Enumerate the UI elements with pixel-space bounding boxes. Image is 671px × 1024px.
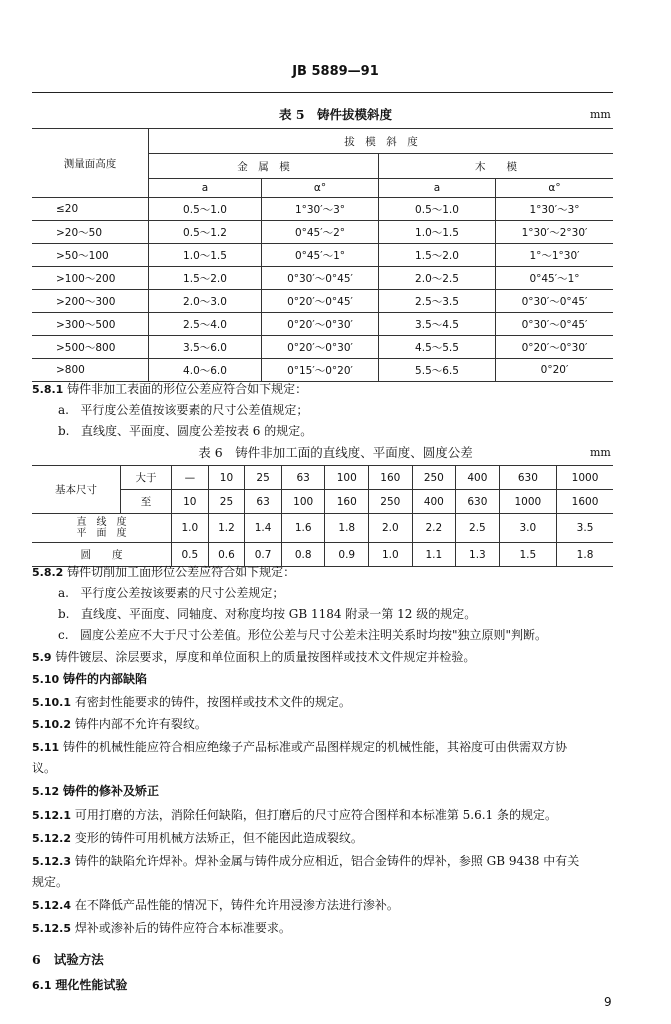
- table6-base-size: 基本尺寸: [32, 466, 121, 514]
- table5-cell: >50～100: [32, 244, 149, 267]
- table5-cell: 0°20′～0°30′: [496, 336, 614, 359]
- clause-5-9: [32, 648, 622, 667]
- table-row: [32, 221, 613, 244]
- table6-cell: 250: [412, 466, 456, 490]
- document-header: JB 5889—91: [292, 64, 379, 79]
- table6-cell: 1.0: [172, 514, 209, 543]
- table6-flat-label-2: 平 面 度: [76, 528, 127, 539]
- table5-cell: 1.0～1.5: [379, 221, 496, 244]
- header-rule: [32, 92, 613, 93]
- table6-cell: 1.8: [557, 543, 613, 567]
- item-label: b.: [58, 424, 70, 438]
- table-row: [32, 198, 613, 221]
- table5-cell: 0°20′: [496, 359, 614, 382]
- section-6: [32, 950, 104, 968]
- table6-cell: 630: [499, 466, 556, 490]
- clause-text: 铸件的缺陷允许焊补。焊补金属与铸件成分应相近，铝合金铸件的焊补，参照 GB 9438 中有关: [74, 854, 580, 868]
- table5-cell: >800: [32, 359, 149, 382]
- table5-col-height: 测量面高度: [32, 129, 149, 198]
- clause-number: 5.12.2: [32, 832, 71, 845]
- table5-cell: 0°30′～0°45′: [496, 313, 614, 336]
- clause-title: 理化性能试验: [55, 978, 128, 992]
- table5-cell: 2.5～4.0: [149, 313, 262, 336]
- clause-number: 5.10: [32, 673, 60, 686]
- table5-cell: 1°30′～3°: [262, 198, 379, 221]
- table6-unit: mm: [590, 446, 611, 459]
- clause-number: 5.12.1: [32, 809, 71, 822]
- clause-5-8-2: [32, 563, 622, 582]
- clause-text: 铸件内部不允许有裂纹。: [74, 717, 207, 731]
- clause-5-12: [32, 782, 159, 801]
- table5-cell: >200～300: [32, 290, 149, 313]
- clause-text: 铸件镀层、涂层要求，厚度和单位面积上的质量按图样或技术文件规定并检验。: [55, 650, 476, 664]
- clause-5-10-1: [32, 693, 622, 712]
- table6-cell: 25: [208, 490, 245, 514]
- table6-cell: 0.5: [172, 543, 209, 567]
- clause-5-10: [32, 670, 147, 689]
- table5-cell: 0.5～1.0: [379, 198, 496, 221]
- table5-cell: 1.5～2.0: [149, 267, 262, 290]
- clause-number: 5.10.1: [32, 696, 71, 709]
- table6-flat-label: [32, 514, 172, 543]
- table6-cell: 1.2: [208, 514, 245, 543]
- table5-cell: 2.0～3.0: [149, 290, 262, 313]
- table6-cell: 1000: [557, 466, 613, 490]
- clause-5-12-2: [32, 829, 622, 848]
- table5-cell: 1°30′～3°: [496, 198, 614, 221]
- table6-upto: 至: [121, 490, 172, 514]
- clause-text: 铸件非加工表面的形位公差应符合如下规定：: [67, 382, 308, 396]
- item-text: 圆度公差应不大于尺寸公差值。形位公差与尺寸公差未注明关系时均按"独立原则"判断。: [80, 628, 548, 642]
- table6-cell: 0.8: [281, 543, 325, 567]
- table6-caption: 表 6 铸件非加工面的直线度、平面度、圆度公差: [198, 445, 473, 460]
- clause-5-12-5: [32, 919, 622, 938]
- clause-number: 6.1: [32, 979, 52, 992]
- item-label: b.: [58, 607, 70, 621]
- clause-5-12-3-cont: 规定。: [32, 875, 69, 889]
- table6-cell: 0.6: [208, 543, 245, 567]
- clause-number: 5.10.2: [32, 718, 71, 731]
- table5-cell: 0°15′～0°20′: [262, 359, 379, 382]
- clause-5-11-cont: 议。: [32, 761, 57, 775]
- table-row: [32, 466, 613, 490]
- table6-cell: 1.8: [325, 514, 369, 543]
- table6-cell: 63: [281, 466, 325, 490]
- table5-cell: 0.5～1.0: [149, 198, 262, 221]
- table6-cell: 10: [208, 466, 245, 490]
- clause-title: 铸件的修补及矫正: [62, 784, 159, 798]
- table6-cell: 1.6: [281, 514, 325, 543]
- table5-cell: 0.5～1.2: [149, 221, 262, 244]
- table5-cell: 0°20′～0°30′: [262, 336, 379, 359]
- table5: [32, 128, 613, 382]
- table6-cell: 1.4: [245, 514, 282, 543]
- table6-cell: 1.3: [456, 543, 500, 567]
- clause-5-8-2-c: [58, 626, 618, 645]
- table5-cell: 4.5～5.5: [379, 336, 496, 359]
- table6-cell: 1.1: [412, 543, 456, 567]
- table6-cell: 160: [325, 490, 369, 514]
- table6-cell: 1.5: [499, 543, 556, 567]
- table-row: [32, 359, 613, 382]
- page-number: 9: [604, 995, 612, 1009]
- table-row: [32, 290, 613, 313]
- item-text: 平行度公差值按该要素的尺寸公差值规定；: [80, 403, 309, 417]
- table5-cell: 0°45′～1°: [496, 267, 614, 290]
- clause-5-12-4: [32, 896, 622, 915]
- clause-text: 有密封性能要求的铸件，按图样或技术文件的规定。: [74, 695, 351, 709]
- table6-greater: 大于: [121, 466, 172, 490]
- clause-text: 焊补或渗补后的铸件应符合本标准要求。: [74, 921, 291, 935]
- table5-cell: 1°～1°30′: [496, 244, 614, 267]
- table5-col-draft: 拔 模 斜 度: [149, 129, 614, 154]
- table6-cell: 400: [456, 466, 500, 490]
- table5-cell: 1.5～2.0: [379, 244, 496, 267]
- item-text: 平行度公差按该要素的尺寸公差规定；: [80, 586, 285, 600]
- item-text: 直线度、平面度、圆度公差按表 6 的规定。: [80, 424, 313, 438]
- table5-cell: 1.0～1.5: [149, 244, 262, 267]
- table5-cell: >500～800: [32, 336, 149, 359]
- table5-cell: 0°45′～1°: [262, 244, 379, 267]
- table5-cell: 2.5～3.5: [379, 290, 496, 313]
- table5-sub-a: a: [149, 179, 262, 198]
- table6-cell: 0.7: [245, 543, 282, 567]
- clause-number: 5.8.1: [32, 383, 64, 396]
- clause-number: 5.12.5: [32, 922, 71, 935]
- table6-cell: 100: [325, 466, 369, 490]
- table6-cell: 1.0: [369, 543, 413, 567]
- table6-cell: 10: [172, 490, 209, 514]
- clause-5-8-2-a: [58, 584, 284, 603]
- item-label: a.: [58, 586, 69, 600]
- table6-cell: 2.0: [369, 514, 413, 543]
- table-row: [32, 267, 613, 290]
- table6-cell: 0.9: [325, 543, 369, 567]
- table5-cell: >300～500: [32, 313, 149, 336]
- table6-cell: 160: [369, 466, 413, 490]
- clause-number: 5.8.2: [32, 566, 64, 579]
- section-number: 6: [32, 952, 41, 967]
- table6-cell: 630: [456, 490, 500, 514]
- table-row: [32, 514, 613, 543]
- table6-cell: 2.2: [412, 514, 456, 543]
- table6-flat-label-1: 直 线 度: [76, 517, 127, 528]
- table-row: [32, 244, 613, 267]
- clause-5-12-3: [32, 852, 642, 871]
- clause-5-11: [32, 738, 642, 757]
- table-row: [32, 313, 613, 336]
- clause-number: 5.9: [32, 651, 52, 664]
- table5-cell: ≤20: [32, 198, 149, 221]
- table6: [32, 465, 613, 567]
- table6-cell: 3.5: [557, 514, 613, 543]
- clause-text: 变形的铸件可用机械方法矫正，但不能因此造成裂纹。: [74, 831, 363, 845]
- clause-number: 5.12: [32, 785, 60, 798]
- clause-6-1: [32, 976, 127, 995]
- clause-5-8-2-b: [58, 605, 476, 624]
- clause-5-10-2: [32, 715, 622, 734]
- clause-number: 5.12.3: [32, 855, 71, 868]
- table5-cell: 0°45′～2°: [262, 221, 379, 244]
- table5-cell: 1°30′～2°30′: [496, 221, 614, 244]
- clause-5-8-1-b: [58, 422, 312, 441]
- table5-cell: >100～200: [32, 267, 149, 290]
- table5-cell: 0°30′～0°45′: [496, 290, 614, 313]
- clause-number: 5.11: [32, 741, 60, 754]
- table5-cell: >20～50: [32, 221, 149, 244]
- clause-5-8-1-a: [58, 401, 308, 420]
- clause-text: 铸件切削加工面形位公差应符合如下规定：: [67, 565, 296, 579]
- table6-cell: 2.5: [456, 514, 500, 543]
- table6-cell: 25: [245, 466, 282, 490]
- table5-cell: 0°20′～0°45′: [262, 290, 379, 313]
- item-text: 直线度、平面度、同轴度、对称度均按 GB 1184 附录一第 12 级的规定。: [80, 607, 477, 621]
- table5-sub-alpha: α°: [496, 179, 614, 198]
- table5-cell: 0°20′～0°30′: [262, 313, 379, 336]
- table6-round-label: 圆 度: [32, 543, 172, 567]
- table6-cell: 3.0: [499, 514, 556, 543]
- clause-text: 可用打磨的方法，消除任何缺陷，但打磨后的尺寸应符合图样和本标准第 5.6.1 条的规定。: [74, 808, 557, 822]
- table5-cell: 3.5～4.5: [379, 313, 496, 336]
- table5-cell: 5.5～6.5: [379, 359, 496, 382]
- clause-5-12-1: [32, 806, 642, 825]
- table5-col-metal: 金 属 模: [149, 154, 379, 179]
- table6-cell: 63: [245, 490, 282, 514]
- table5-sub-a: a: [379, 179, 496, 198]
- item-label: a.: [58, 403, 69, 417]
- section-title: 试验方法: [53, 952, 104, 967]
- table5-cell: 4.0～6.0: [149, 359, 262, 382]
- table6-cell: —: [172, 466, 209, 490]
- clause-title: 铸件的内部缺陷: [62, 672, 147, 686]
- clause-number: 5.12.4: [32, 899, 71, 912]
- clause-text: 在不降低产品性能的情况下，铸件允许用浸渗方法进行渗补。: [74, 898, 399, 912]
- table6-cell: 1000: [499, 490, 556, 514]
- clause-text: 铸件的机械性能应符合相应绝缘子产品标准或产品图样规定的机械性能，其裕度可由供需双方协: [62, 740, 567, 754]
- table5-col-wood: 木 模: [379, 154, 614, 179]
- table6-cell: 1600: [557, 490, 613, 514]
- item-label: c.: [58, 628, 69, 642]
- table5-cell: 2.0～2.5: [379, 267, 496, 290]
- table6-cell: 400: [412, 490, 456, 514]
- table5-sub-alpha: α°: [262, 179, 379, 198]
- table6-cell: 100: [281, 490, 325, 514]
- table5-unit: mm: [590, 108, 611, 121]
- table5-caption: 表 5 铸件拔模斜度: [278, 107, 393, 122]
- table5-cell: 3.5～6.0: [149, 336, 262, 359]
- table5-cell: 0°30′～0°45′: [262, 267, 379, 290]
- table6-cell: 250: [369, 490, 413, 514]
- clause-5-8-1: [32, 380, 622, 399]
- table-row: [32, 336, 613, 359]
